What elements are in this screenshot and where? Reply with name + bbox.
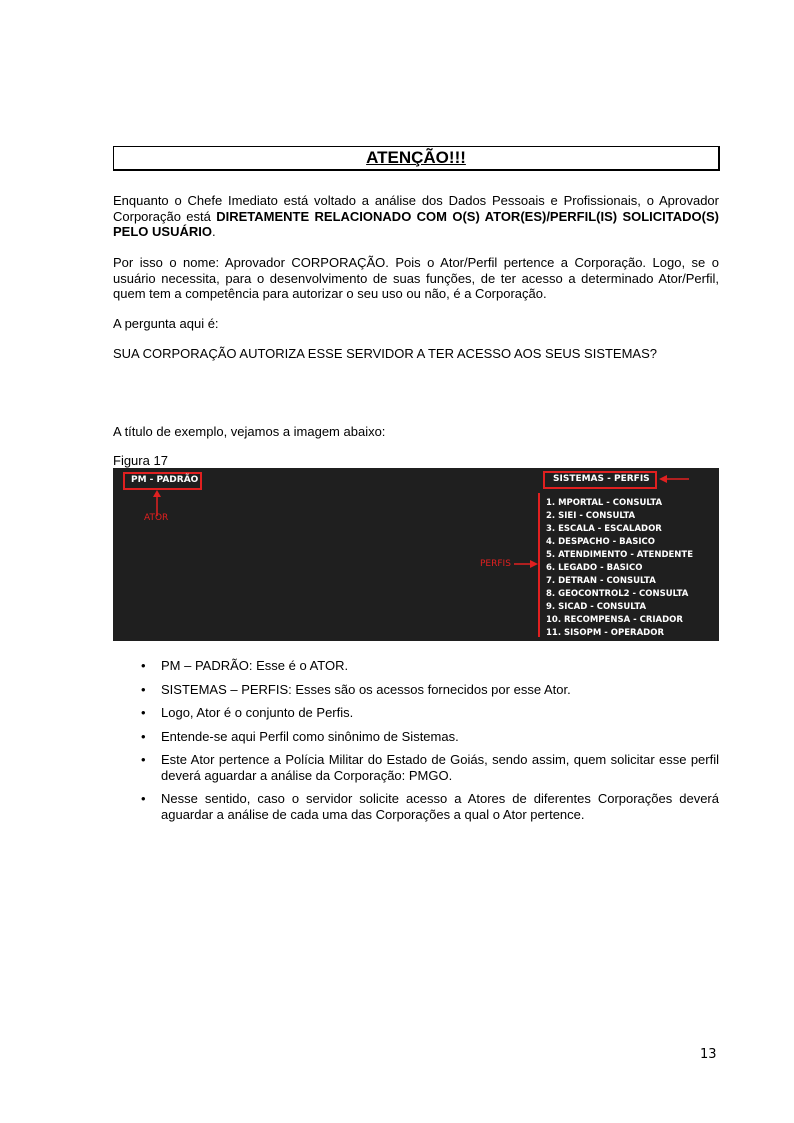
list-item — [141, 658, 719, 674]
list-item-text: Este Ator pertence a Polícia Militar do Estado de Goiás, sendo assim, quem solicitar esse perfil deverá aguardar a análise da Corporação: PMGO. — [161, 752, 719, 783]
paragraph-1-end: . — [211, 224, 216, 239]
paragraph-2: Por isso o nome: Aprovador CORPORAÇÃO. Pois o Ator/Perfil pertence a Corporação. Logo, se o usuário necessita, para o desenvolvimento de suas funções, de ter acesso a determinado Ator/Perfil, quem tem a competência para autorizar o seu uso ou não, é a Corporação. — [113, 255, 719, 301]
figure-17-image — [113, 468, 719, 641]
system-item: 10. RECOMPENSA - CRIADOR — [546, 615, 683, 625]
paragraph-1 — [113, 193, 719, 240]
actor-box-label: PM - PADRÃO — [131, 475, 199, 485]
system-item: 6. LEGADO - BASICO — [546, 563, 643, 573]
list-item-text: Entende-se aqui Perfil como sinônimo de Sistemas. — [161, 728, 459, 744]
figure-caption: Figura 17 — [113, 453, 168, 468]
list-item — [141, 705, 719, 721]
systems-arrow-icon — [659, 473, 689, 485]
bullet-dot: • — [141, 705, 146, 720]
system-item: 2. SIEI - CONSULTA — [546, 511, 636, 521]
system-item: 9. SICAD - CONSULTA — [546, 602, 647, 612]
list-item-text: PM – PADRÃO: Esse é o ATOR. — [161, 658, 349, 673]
bullet-dot: • — [141, 791, 146, 806]
list-item-text: SISTEMAS – PERFIS: Esses são os acessos fornecidos por esse Ator. — [161, 681, 571, 697]
paragraph-1-text: Enquanto o Chefe Imediato está voltado a análise dos Dados Pessoais e Profissionais, o Aprovador Corporação está — [113, 193, 719, 224]
paragraph-5: A título de exemplo, vejamos a imagem abaixo: — [113, 424, 386, 439]
systems-box — [543, 471, 657, 489]
system-item: 3. ESCALA - ESCALADOR — [546, 524, 662, 534]
paragraph-3: A pergunta aqui é: — [113, 316, 219, 331]
page-number: 13 — [700, 1047, 717, 1062]
systems-box-label: SISTEMAS - PERFIS — [553, 474, 650, 484]
system-item: 5. ATENDIMENTO - ATENDENTE — [546, 550, 694, 560]
profiles-arrow-icon — [514, 558, 538, 570]
list-item-text: Nesse sentido, caso o servidor solicite acesso a Atores de diferentes Corporações deverá aguardar a análise de cada uma das Corporações a qual o Ator pertence. — [161, 791, 719, 822]
profiles-bracket-line — [538, 493, 540, 637]
actor-box — [123, 472, 202, 490]
paragraph-4: SUA CORPORAÇÃO AUTORIZA ESSE SERVIDOR A TER ACESSO AOS SEUS SISTEMAS? — [113, 346, 658, 361]
system-item: 11. SISOPM - OPERADOR — [546, 628, 664, 638]
system-item: 1. MPORTAL - CONSULTA — [546, 498, 663, 508]
bullet-dot: • — [141, 752, 146, 767]
system-item: 7. DETRAN - CONSULTA — [546, 576, 656, 586]
list-item — [141, 729, 719, 745]
bullet-list — [141, 658, 719, 830]
list-item — [141, 752, 719, 783]
bullet-dot: • — [141, 728, 146, 744]
system-item: 4. DESPACHO - BASICO — [546, 537, 655, 547]
systems-list — [546, 497, 693, 640]
actor-label: ATOR — [144, 513, 169, 523]
paragraph-1-bold: DIRETAMENTE RELACIONADO COM O(S) ATOR(ES)/PERFIL(IS) SOLICITADO(S) PELO USUÁRIO — [113, 208, 719, 239]
system-item: 8. GEOCONTROL2 - CONSULTA — [546, 589, 689, 599]
list-item — [141, 682, 719, 698]
list-item — [141, 791, 719, 822]
bullet-dot: • — [141, 681, 146, 697]
bullet-dot: • — [141, 658, 146, 673]
attention-title: ATENÇÃO!!! — [366, 148, 466, 167]
profiles-label: PERFIS — [480, 559, 511, 569]
attention-box — [113, 146, 720, 171]
list-item-text: Logo, Ator é o conjunto de Perfis. — [161, 705, 354, 720]
